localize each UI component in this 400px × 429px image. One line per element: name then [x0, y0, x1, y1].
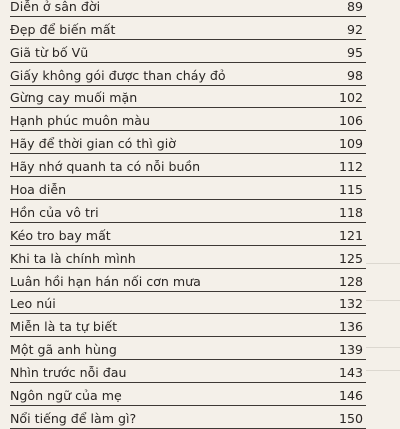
- toc-entry-title: Hạnh phúc muôn màu: [10, 113, 150, 129]
- toc-entry-page-number: 136: [338, 319, 363, 335]
- toc-entry-page-number: 98: [346, 67, 363, 83]
- toc-entry-title: Hồn của vô tri: [10, 204, 99, 220]
- toc-entry-page-number: 143: [338, 365, 363, 381]
- bleed-rule: [366, 300, 400, 301]
- toc-entry-title: Leo núi: [10, 296, 56, 312]
- toc-entry-page-number: 106: [338, 113, 363, 129]
- toc-entry-page-number: 132: [338, 296, 363, 312]
- toc-entry: [10, 269, 366, 292]
- toc-entry-title: Kéo tro bay mất: [10, 227, 111, 243]
- toc-entry: [10, 337, 366, 360]
- toc-entry-page-number: 95: [346, 44, 363, 60]
- toc-entry-page-number: 109: [338, 136, 363, 152]
- toc-entry-page-number: 118: [338, 204, 363, 220]
- toc-entry: [10, 406, 366, 429]
- toc-entry-page-number: 139: [338, 342, 363, 358]
- toc-entry-title: Luân hồi hạn hán nối cơn mưa: [10, 273, 201, 289]
- toc-entry: [10, 40, 366, 63]
- toc-entry-title: Hãy nhớ quanh ta có nỗi buồn: [10, 159, 201, 175]
- bleed-rule: [366, 370, 400, 371]
- toc-entry: [10, 246, 366, 269]
- toc-entry-page-number: 128: [338, 273, 363, 289]
- toc-entry-page-number: 115: [338, 182, 363, 198]
- toc-entry: [10, 200, 366, 223]
- toc-entry-title: Giấy không gói được than cháy đỏ: [10, 67, 226, 83]
- toc-entry-page-number: 92: [346, 21, 363, 37]
- bleed-rule: [366, 263, 400, 264]
- toc-entry-title: Nổi tiếng để làm gì?: [10, 410, 137, 426]
- toc-entry-page-number: 125: [338, 250, 363, 266]
- bleed-rule: [366, 347, 400, 348]
- toc-entry: [10, 0, 366, 17]
- toc-entry: [10, 314, 366, 337]
- toc-entry: [10, 131, 366, 154]
- toc-entry: [10, 86, 366, 109]
- toc-entry: [10, 360, 366, 383]
- toc-entry-title: Một gã anh hùng: [10, 342, 117, 358]
- toc-entry-title: Hoa diễn: [10, 182, 67, 198]
- toc-entry-title: Giã từ bố Vũ: [10, 44, 89, 60]
- toc-entry-title: Đẹp để biến mất: [10, 21, 116, 37]
- toc-entry-page-number: 112: [338, 159, 363, 175]
- toc-entry-page-number: 150: [338, 410, 363, 426]
- toc-entry: [10, 154, 366, 177]
- toc-entry: [10, 63, 366, 86]
- toc-entry: [10, 383, 366, 406]
- toc-entry-page-number: 102: [338, 90, 363, 106]
- toc-entry: [10, 223, 366, 246]
- toc-entry-title: Nhìn trước nỗi đau: [10, 365, 127, 381]
- toc-entry: [10, 108, 366, 131]
- toc-entry: [10, 17, 366, 40]
- toc-entry-title: Khi ta là chính mình: [10, 250, 136, 266]
- toc-entry-page-number: 121: [338, 227, 363, 243]
- toc-entry-title: Hãy để thời gian có thì giờ: [10, 136, 176, 152]
- bleed-through-area: [366, 0, 400, 400]
- toc-entry: [10, 177, 366, 200]
- toc-entry: [10, 292, 366, 315]
- toc-entry-page-number: 89: [346, 0, 363, 14]
- toc-entry-title: Ngôn ngữ của mẹ: [10, 388, 122, 404]
- toc-entry-title: Diễn ở sân đời: [10, 0, 101, 14]
- toc-entry-page-number: 146: [338, 388, 363, 404]
- table-of-contents: [10, 0, 366, 429]
- toc-entry-title: Gừng cay muối mặn: [10, 90, 138, 106]
- toc-entry-title: Miễn là ta tự biết: [10, 319, 118, 335]
